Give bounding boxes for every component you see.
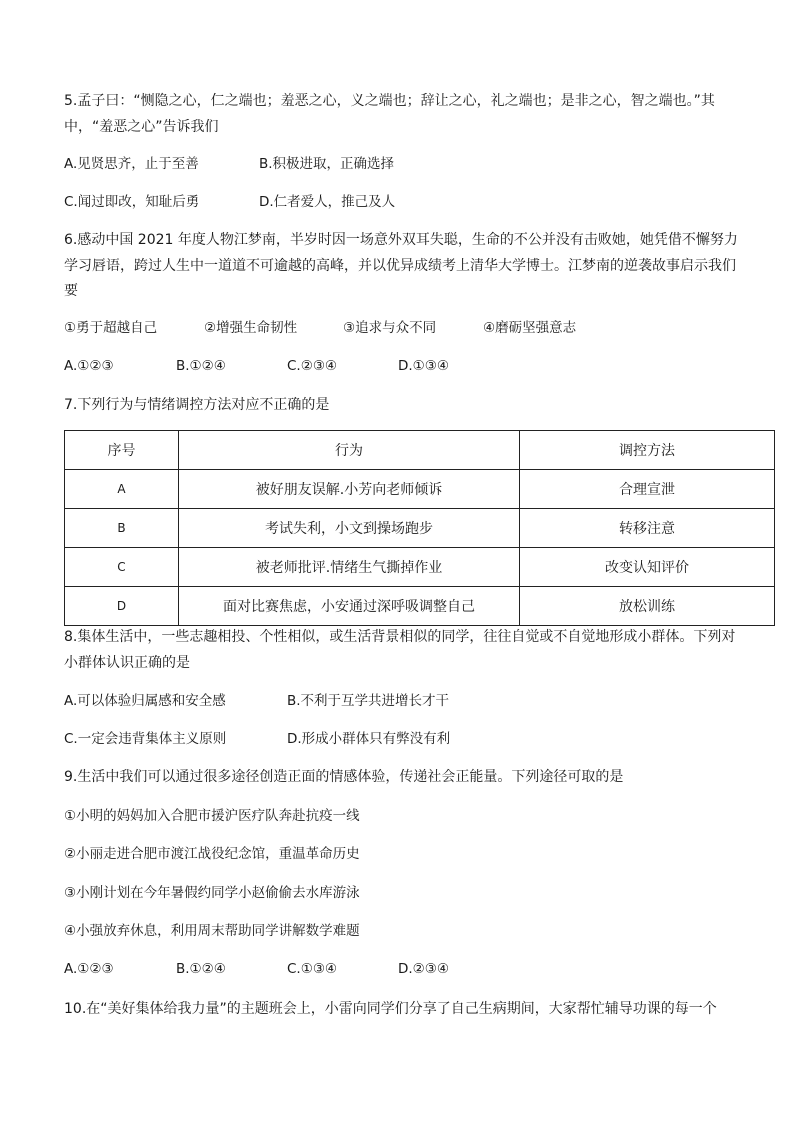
q7-header-method: 调控方法 [520, 431, 775, 470]
q7-table-row [65, 470, 775, 509]
q7-stem: 7.下列行为与情绪调控方法对应不正确的是 [64, 397, 330, 413]
q6-option-a: A.①②③ [64, 358, 114, 374]
q8-option-c: C.一定会违背集体主义原则 [64, 731, 227, 747]
q8-option-a: A.可以体验归属感和安全感 [64, 693, 226, 709]
q5-stem-line2: 中，“羞恶之心”告诉我们 [64, 119, 219, 135]
q6-option-c: C.②③④ [287, 358, 338, 374]
q9-option-a: A.①②③ [64, 961, 114, 977]
q5-stem-line1: 5.孟子曰：“恻隐之心，仁之端也；羞恶之心，义之端也；辞让之心，礼之端也；是非之心，智之端也。”其 [64, 93, 715, 109]
q9-option-c: C.①③④ [287, 961, 338, 977]
q6-item-1: ①勇于超越自己 [64, 320, 158, 336]
q7-header-behavior: 行为 [179, 431, 520, 470]
q5-option-a: A.见贤思齐，止于至善 [64, 156, 199, 172]
q7-row-behavior: 被好朋友误解.小芳向老师倾诉 [179, 470, 520, 509]
q8-option-b: B.不利于互学共进增长才干 [287, 693, 450, 709]
q9-stem: 9.生活中我们可以通过很多途径创造正面的情感体验，传递社会正能量。下列途径可取的是 [64, 769, 624, 785]
q7-row-behavior: 考试失利，小文到操场跑步 [179, 509, 520, 548]
q5-option-d: D.仁者爱人，推己及人 [259, 194, 396, 210]
q7-table [64, 430, 775, 626]
q7-table-row [65, 509, 775, 548]
q8-stem-line1: 8.集体生活中，一些志趣相投、个性相似，或生活背景相似的同学，往往自觉或不自觉地形成小群体。下列对 [64, 629, 736, 645]
q9-option-b: B.①②④ [176, 961, 226, 977]
q7-table-header-row [65, 431, 775, 470]
q9-option-d: D.②③④ [398, 961, 449, 977]
q6-stem-line1: 6.感动中国 2021 年度人物江梦南，半岁时因一场意外双耳失聪，生命的不公并没有击败她，她凭借不懈努力 [64, 232, 738, 248]
q7-row-label: C [65, 548, 179, 587]
q7-table-row [65, 548, 775, 587]
q7-row-behavior: 面对比赛焦虑，小安通过深呼吸调整自己 [179, 587, 520, 626]
q6-option-b: B.①②④ [176, 358, 226, 374]
q5-option-b: B.积极进取，正确选择 [259, 156, 395, 172]
q6-stem-line2: 学习唇语，跨过人生中一道道不可逾越的高峰，并以优异成绩考上清华大学博士。江梦南的逆袭故事启示我们 [64, 258, 736, 274]
q7-row-method: 合理宣泄 [520, 470, 775, 509]
q6-stem-line3: 要 [64, 283, 78, 299]
q9-item-4: ④小强放弃休息，利用周末帮助同学讲解数学难题 [64, 923, 360, 939]
q6-item-2: ②增强生命韧性 [204, 320, 298, 336]
q8-option-d: D.形成小群体只有弊没有利 [287, 731, 451, 747]
q7-row-method: 放松训练 [520, 587, 775, 626]
q7-row-label: D [65, 587, 179, 626]
q7-row-method: 转移注意 [520, 509, 775, 548]
q7-table-row [65, 587, 775, 626]
q5-option-c: C.闻过即改，知耻后勇 [64, 194, 200, 210]
q6-item-4: ④磨砺坚强意志 [483, 320, 577, 336]
q10-stem-line1: 10.在“美好集体给我力量”的主题班会上，小雷向同学们分享了自己生病期间，大家帮忙辅导功课的每一个 [64, 1001, 717, 1017]
q7-row-label: A [65, 470, 179, 509]
q9-item-2: ②小丽走进合肥市渡江战役纪念馆，重温革命历史 [64, 846, 360, 862]
q6-item-3: ③追求与众不同 [343, 320, 437, 336]
q8-stem-line2: 小群体认识正确的是 [64, 655, 190, 671]
q6-option-d: D.①③④ [398, 358, 449, 374]
q7-row-behavior: 被老师批评.情绪生气撕掉作业 [179, 548, 520, 587]
q7-row-label: B [65, 509, 179, 548]
q9-item-1: ①小明的妈妈加入合肥市援沪医疗队奔赴抗疫一线 [64, 808, 360, 824]
q9-item-3: ③小刚计划在今年暑假约同学小赵偷偷去水库游泳 [64, 885, 360, 901]
q7-header-number: 序号 [65, 431, 179, 470]
q7-row-method: 改变认知评价 [520, 548, 775, 587]
